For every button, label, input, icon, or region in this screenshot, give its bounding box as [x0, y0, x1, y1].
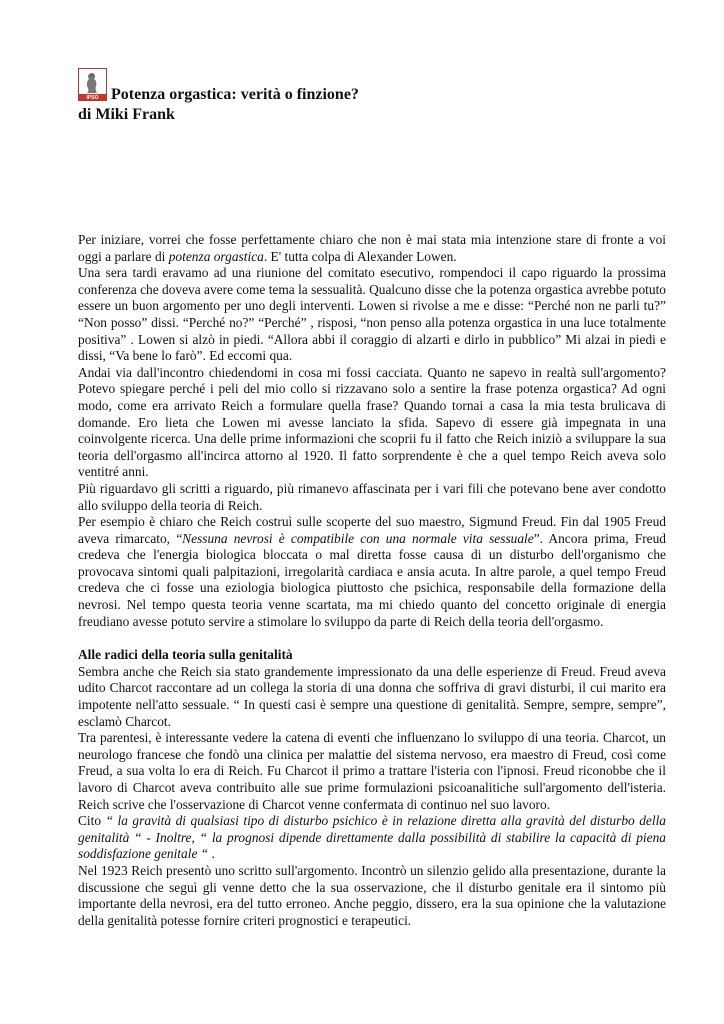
paragraph-5-text-b: ”. Ancora prima, Freud credeva che l'energia biologica bloccata o mal diretta fosse causa di un disturbo dell'organismo che provocava sintomi quali palpitazioni, irregolarità cardiaca e ansia acuta. In altre parole, a quel tempo Freud credeva che ci fosse una eziologia biologica piuttosto che psichica, responsabile della formazione della nevrosi. Nel tempo questa teoria venne scartata, ma mi chiedo quanto del concetto originale di energia freudiano avesse potuto servire a stimolare lo sviluppo da parte di Reich della teoria dell'orgasmo. [78, 530, 666, 629]
paragraph-5-emphasis: Nessuna nevrosi è compatibile con una normale vita sessuale [182, 530, 534, 546]
paragraph-2: Una sera tardi eravamo ad una riunione del comitato esecutivo, rompendoci il capo riguardo la prossima conferenza che doveva avere come tema la sessualità. Qualcuno disse che la potenza orgastica avrebbe potuto essere un buon argomento per uno degli interventi. Lowen si rivolse a me e disse: “Perché non ne parli tu?” “Non posso” dissi. “Perché no?” “Perché” , risposi, “non penso alla potenza orgastica in una luce totalmente positiva” . Lowen si alzò in piedi. “Allora abbi il coraggio di alzarti e dirlo in pubblico” Mi alzai in piedi e dissi, “Va bene lo farò”. Ed eccomi qua. [78, 265, 666, 364]
document-header [78, 68, 666, 124]
paragraph-1-text-a: Per iniziare, vorrei che fosse perfettamente chiaro che non è mai stata mia intenzione stare di fronte a voi oggi a parlare di [78, 232, 666, 264]
paragraph-1-text-b: . E' tutta colpa di Alexander Lowen. [263, 248, 457, 264]
document-page [78, 68, 666, 929]
section-heading: Alle radici della teoria sulla genitalità [78, 647, 293, 663]
paragraph-3: Andai via dall'incontro chiedendomi in cosa mi fossi cacciata. Quanto ne sapevo in realtà sull'argomento? Potevo spiegare perché i peli del mio collo si rizzavano solo a sentire la frase potenza orgastica? Ad ogni modo, come era arrivato Reich a formulare quella frase? Quando tornai a casa la mia testa brulicava di domande. Ero lieta che Lowen mi avesse lanciato la sfida. Sapevo di essere già impegnata in una coinvolgente ricerca. Una delle prime informazioni che scoprii fu il fatto che Reich iniziò a sviluppare la sua teoria dell'orgasmo all'incirca attorno al 1920. Il fatto sorprendente è che a quel tempo Reich aveva solo ventitré anni. [78, 364, 666, 480]
paragraph-9: Nel 1923 Reich presentò uno scritto sull'argomento. Incontrò un silenzio gelido alla presentazione, durante la discussione che seguì gli venne detto che la sua osservazione, che il disturbo genitale era il sintomo più importante della nevrosi, era del tutto erroneo. Anche peggio, dissero, era la sua opinione che la valutazione della genitalità potesse fornire criteri prognostici e terapeutici. [78, 862, 666, 928]
section-spacer [78, 630, 666, 647]
paragraph-6: Sembra anche che Reich sia stato grandemente impressionato da una delle esperienze di Freud. Freud aveva udito Charcot raccontare ad un collega la storia di una donna che soffriva di gravi disturbi, il cui marito era impotente nell'atto sessuale. “ In questi casi è sempre una questione di genitalità. Sempre, sempre, sempre”, esclamò Charcot. [78, 663, 666, 729]
paragraph-5 [78, 514, 666, 630]
ipso-logo [78, 68, 107, 101]
paragraph-1-emphasis: potenza orgastica [168, 248, 264, 264]
document-title: Potenza orgastica: verità o finzione? [111, 86, 359, 103]
document-author: di Miki Frank [78, 106, 175, 123]
paragraph-1 [78, 232, 666, 265]
paragraph-8-text-a: Cito [78, 813, 106, 829]
paragraph-5-text-a: Per esempio è chiaro che Reich costruì sulle scoperte del suo maestro, Sigmund Freud. Fin dal 1905 Freud aveva rimarcato, “ [78, 514, 666, 546]
paragraph-8-text-b: . [211, 846, 215, 862]
logo-text: IPSO [86, 95, 99, 100]
paragraph-8-quote: “ la gravità di qualsiasi tipo di disturbo psichico è in relazione diretta alla gravità del disturbo della genitalità “ - Inoltre, “ la prognosi dipende direttamente dalla possibilità di stabilire la capacità di piena soddisfazione genitale “ [78, 813, 666, 862]
paragraph-4: Più riguardavo gli scritti a riguardo, più rimanevo affascinata per i vari fili che potevano bene aver condotto allo sviluppo della teoria di Reich. [78, 480, 666, 513]
document-body [78, 232, 666, 929]
paragraph-8 [78, 813, 666, 863]
paragraph-7: Tra parentesi, è interessante vedere la catena di eventi che influenzano lo sviluppo di una teoria. Charcot, un neurologo francese che fondò una clinica per malattie del sistema nervoso, era maestro di Freud, così come Freud, a sua volta lo era di Reich. Fu Charcot il primo a trattare l'isteria con l'ipnosi. Freud riconobbe che il lavoro di Charcot aveva contribuito alle sue prime formulazioni psicoanalitiche sull'argomento dell'isteria. Reich scrive che l'osservazione di Charcot venne confermata di continuo nel suo lavoro. [78, 730, 666, 812]
